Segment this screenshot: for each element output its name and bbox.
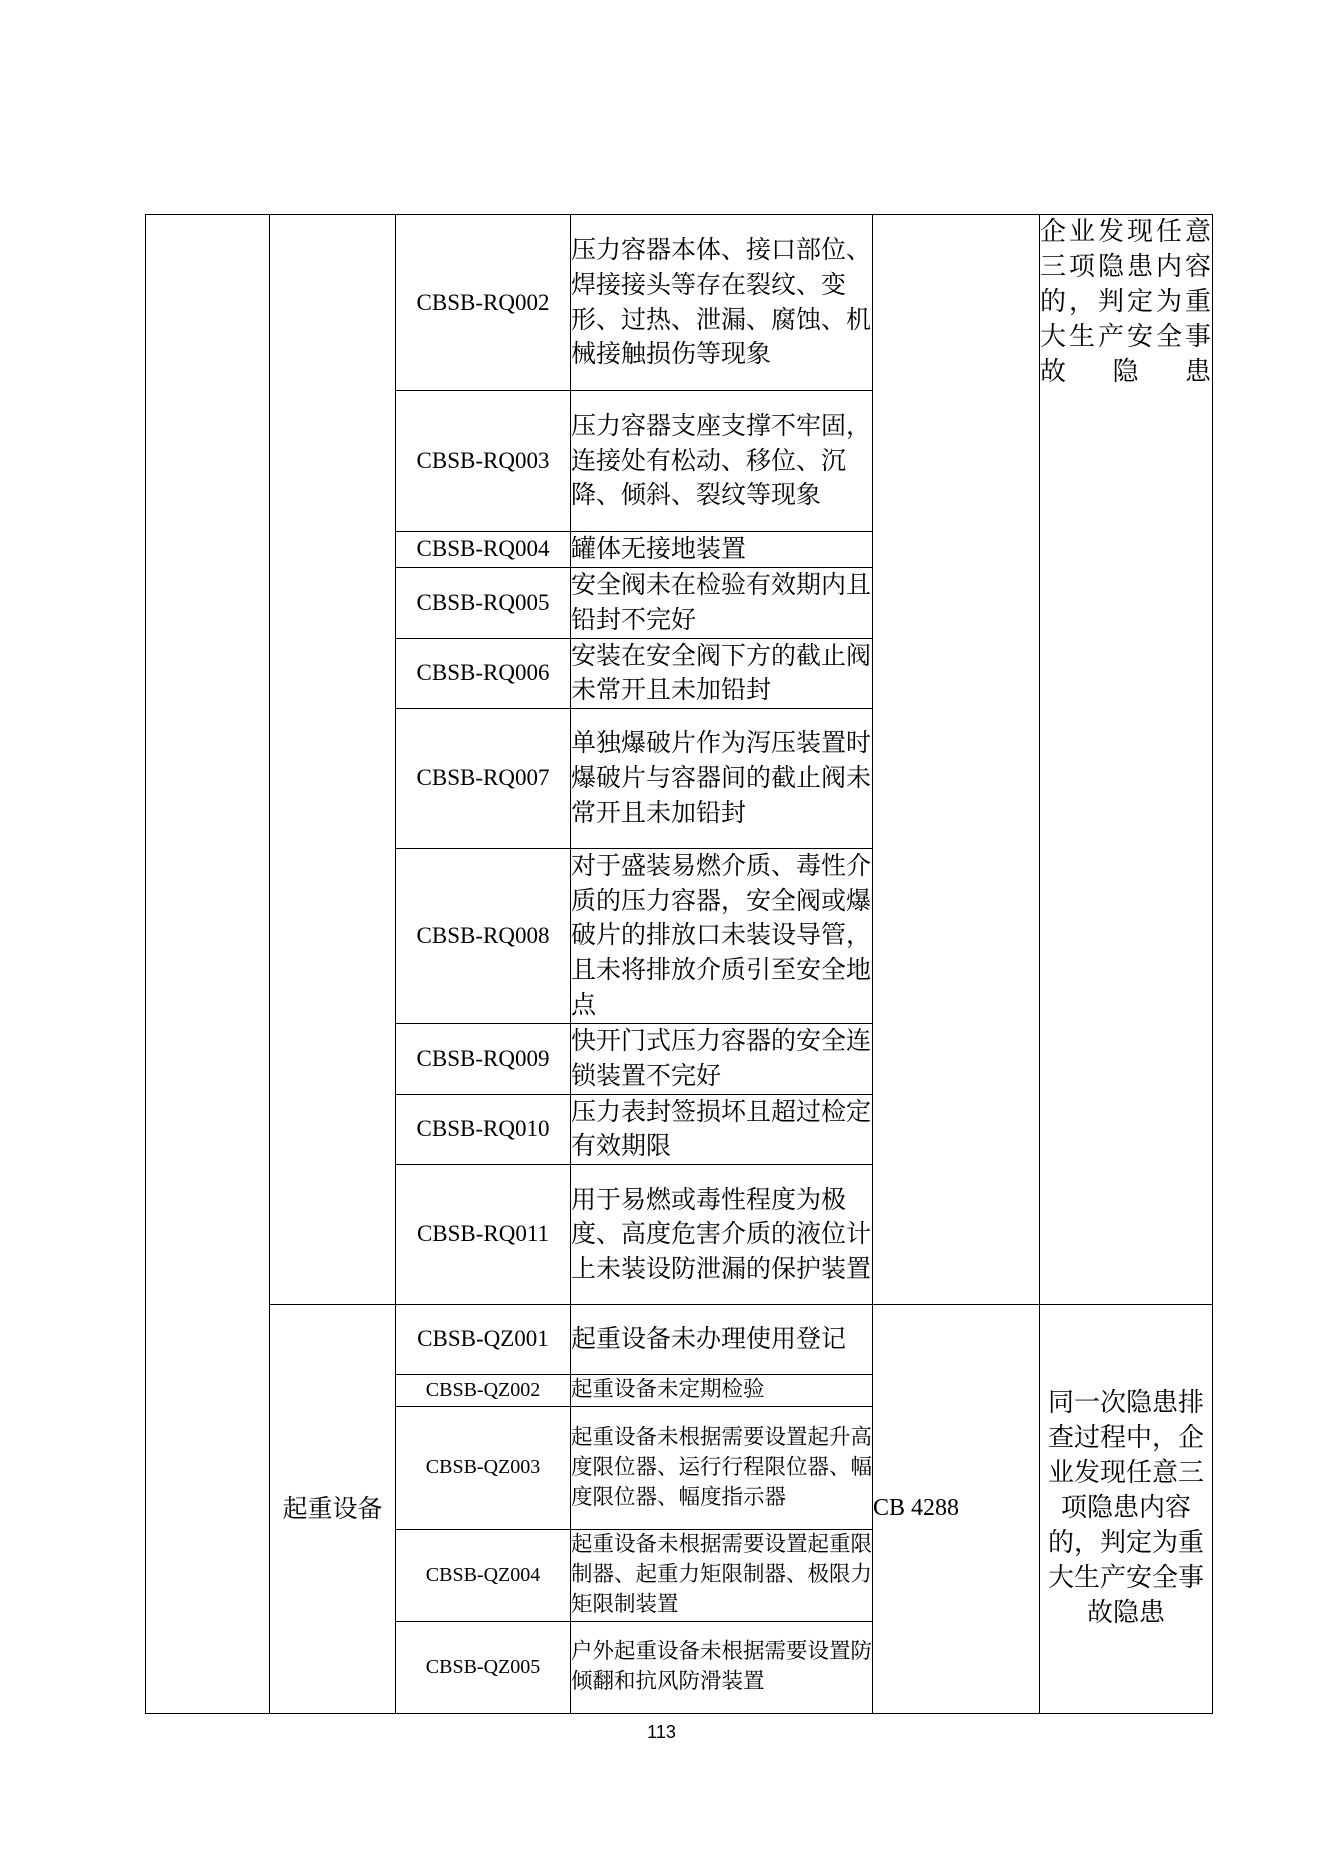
description-cell: 压力表封签损坏且超过检定有效期限	[571, 1094, 873, 1164]
description-cell: 用于易燃或毒性程度为极度、高度危害介质的液位计上未装设防泄漏的保护装置	[571, 1164, 873, 1304]
hazard-table	[145, 214, 1213, 1714]
standard-cell-lifting: CB 4288	[873, 1304, 1040, 1713]
table-row	[146, 215, 1213, 391]
description-cell: 压力容器支座支撑不牢固，连接处有松动、移位、沉降、倾斜、裂纹等现象	[571, 391, 873, 532]
code-cell: CBSB-QZ005	[396, 1621, 571, 1713]
description-cell: 安装在安全阀下方的截止阀未常开且未加铅封	[571, 638, 873, 708]
description-cell: 户外起重设备未根据需要设置防倾翻和抗风防滑装置	[571, 1621, 873, 1713]
page-number: 113	[647, 1722, 676, 1742]
description-cell: 罐体无接地装置	[571, 532, 873, 568]
code-cell: CBSB-RQ009	[396, 1023, 571, 1094]
code-cell: CBSB-RQ005	[396, 567, 571, 638]
code-cell: CBSB-QZ004	[396, 1529, 571, 1621]
code-cell: CBSB-QZ002	[396, 1374, 571, 1406]
description-cell: 起重设备未定期检验	[571, 1374, 873, 1406]
code-cell: CBSB-RQ003	[396, 391, 571, 532]
category-cell-pressure-vessel	[270, 215, 396, 1305]
code-cell: CBSB-RQ010	[396, 1094, 571, 1164]
description-cell: 单独爆破片作为泻压装置时爆破片与容器间的截止阀未常开且未加铅封	[571, 708, 873, 848]
description-cell: 起重设备未办理使用登记	[571, 1304, 873, 1374]
description-cell: 快开门式压力容器的安全连锁装置不完好	[571, 1023, 873, 1094]
code-cell: CBSB-RQ007	[396, 708, 571, 848]
judgement-note-lifting: 同一次隐患排查过程中，企业发现任意三项隐患内容的，判定为重大生产安全事故隐患	[1040, 1304, 1213, 1713]
category-cell-lifting: 起重设备	[270, 1304, 396, 1713]
code-cell: CBSB-RQ008	[396, 848, 571, 1023]
code-cell: CBSB-RQ004	[396, 532, 571, 568]
code-cell: CBSB-RQ011	[396, 1164, 571, 1304]
description-cell: 压力容器本体、接口部位、焊接接头等存在裂纹、变形、过热、泄漏、腐蚀、机械接触损伤等现象	[571, 215, 873, 391]
description-cell: 起重设备未根据需要设置起升高度限位器、运行行程限位器、幅度限位器、幅度指示器	[571, 1406, 873, 1529]
standard-cell-pressure-vessel	[873, 215, 1040, 1305]
blank-column-cell	[146, 215, 270, 1714]
description-cell: 对于盛装易燃介质、毒性介质的压力容器，安全阀或爆破片的排放口未装设导管，且未将排放介质引至安全地点	[571, 848, 873, 1023]
code-cell: CBSB-RQ006	[396, 638, 571, 708]
description-cell: 起重设备未根据需要设置起重限制器、起重力矩限制器、极限力矩限制装置	[571, 1529, 873, 1621]
judgement-note-pressure-vessel: 企业发现任意三项隐患内容的，判定为重大生产安全事故隐患	[1040, 215, 1213, 1305]
description-cell: 安全阀未在检验有效期内且铅封不完好	[571, 567, 873, 638]
code-cell: CBSB-RQ002	[396, 215, 571, 391]
code-cell: CBSB-QZ003	[396, 1406, 571, 1529]
table-row	[146, 1304, 1213, 1374]
code-cell: CBSB-QZ001	[396, 1304, 571, 1374]
